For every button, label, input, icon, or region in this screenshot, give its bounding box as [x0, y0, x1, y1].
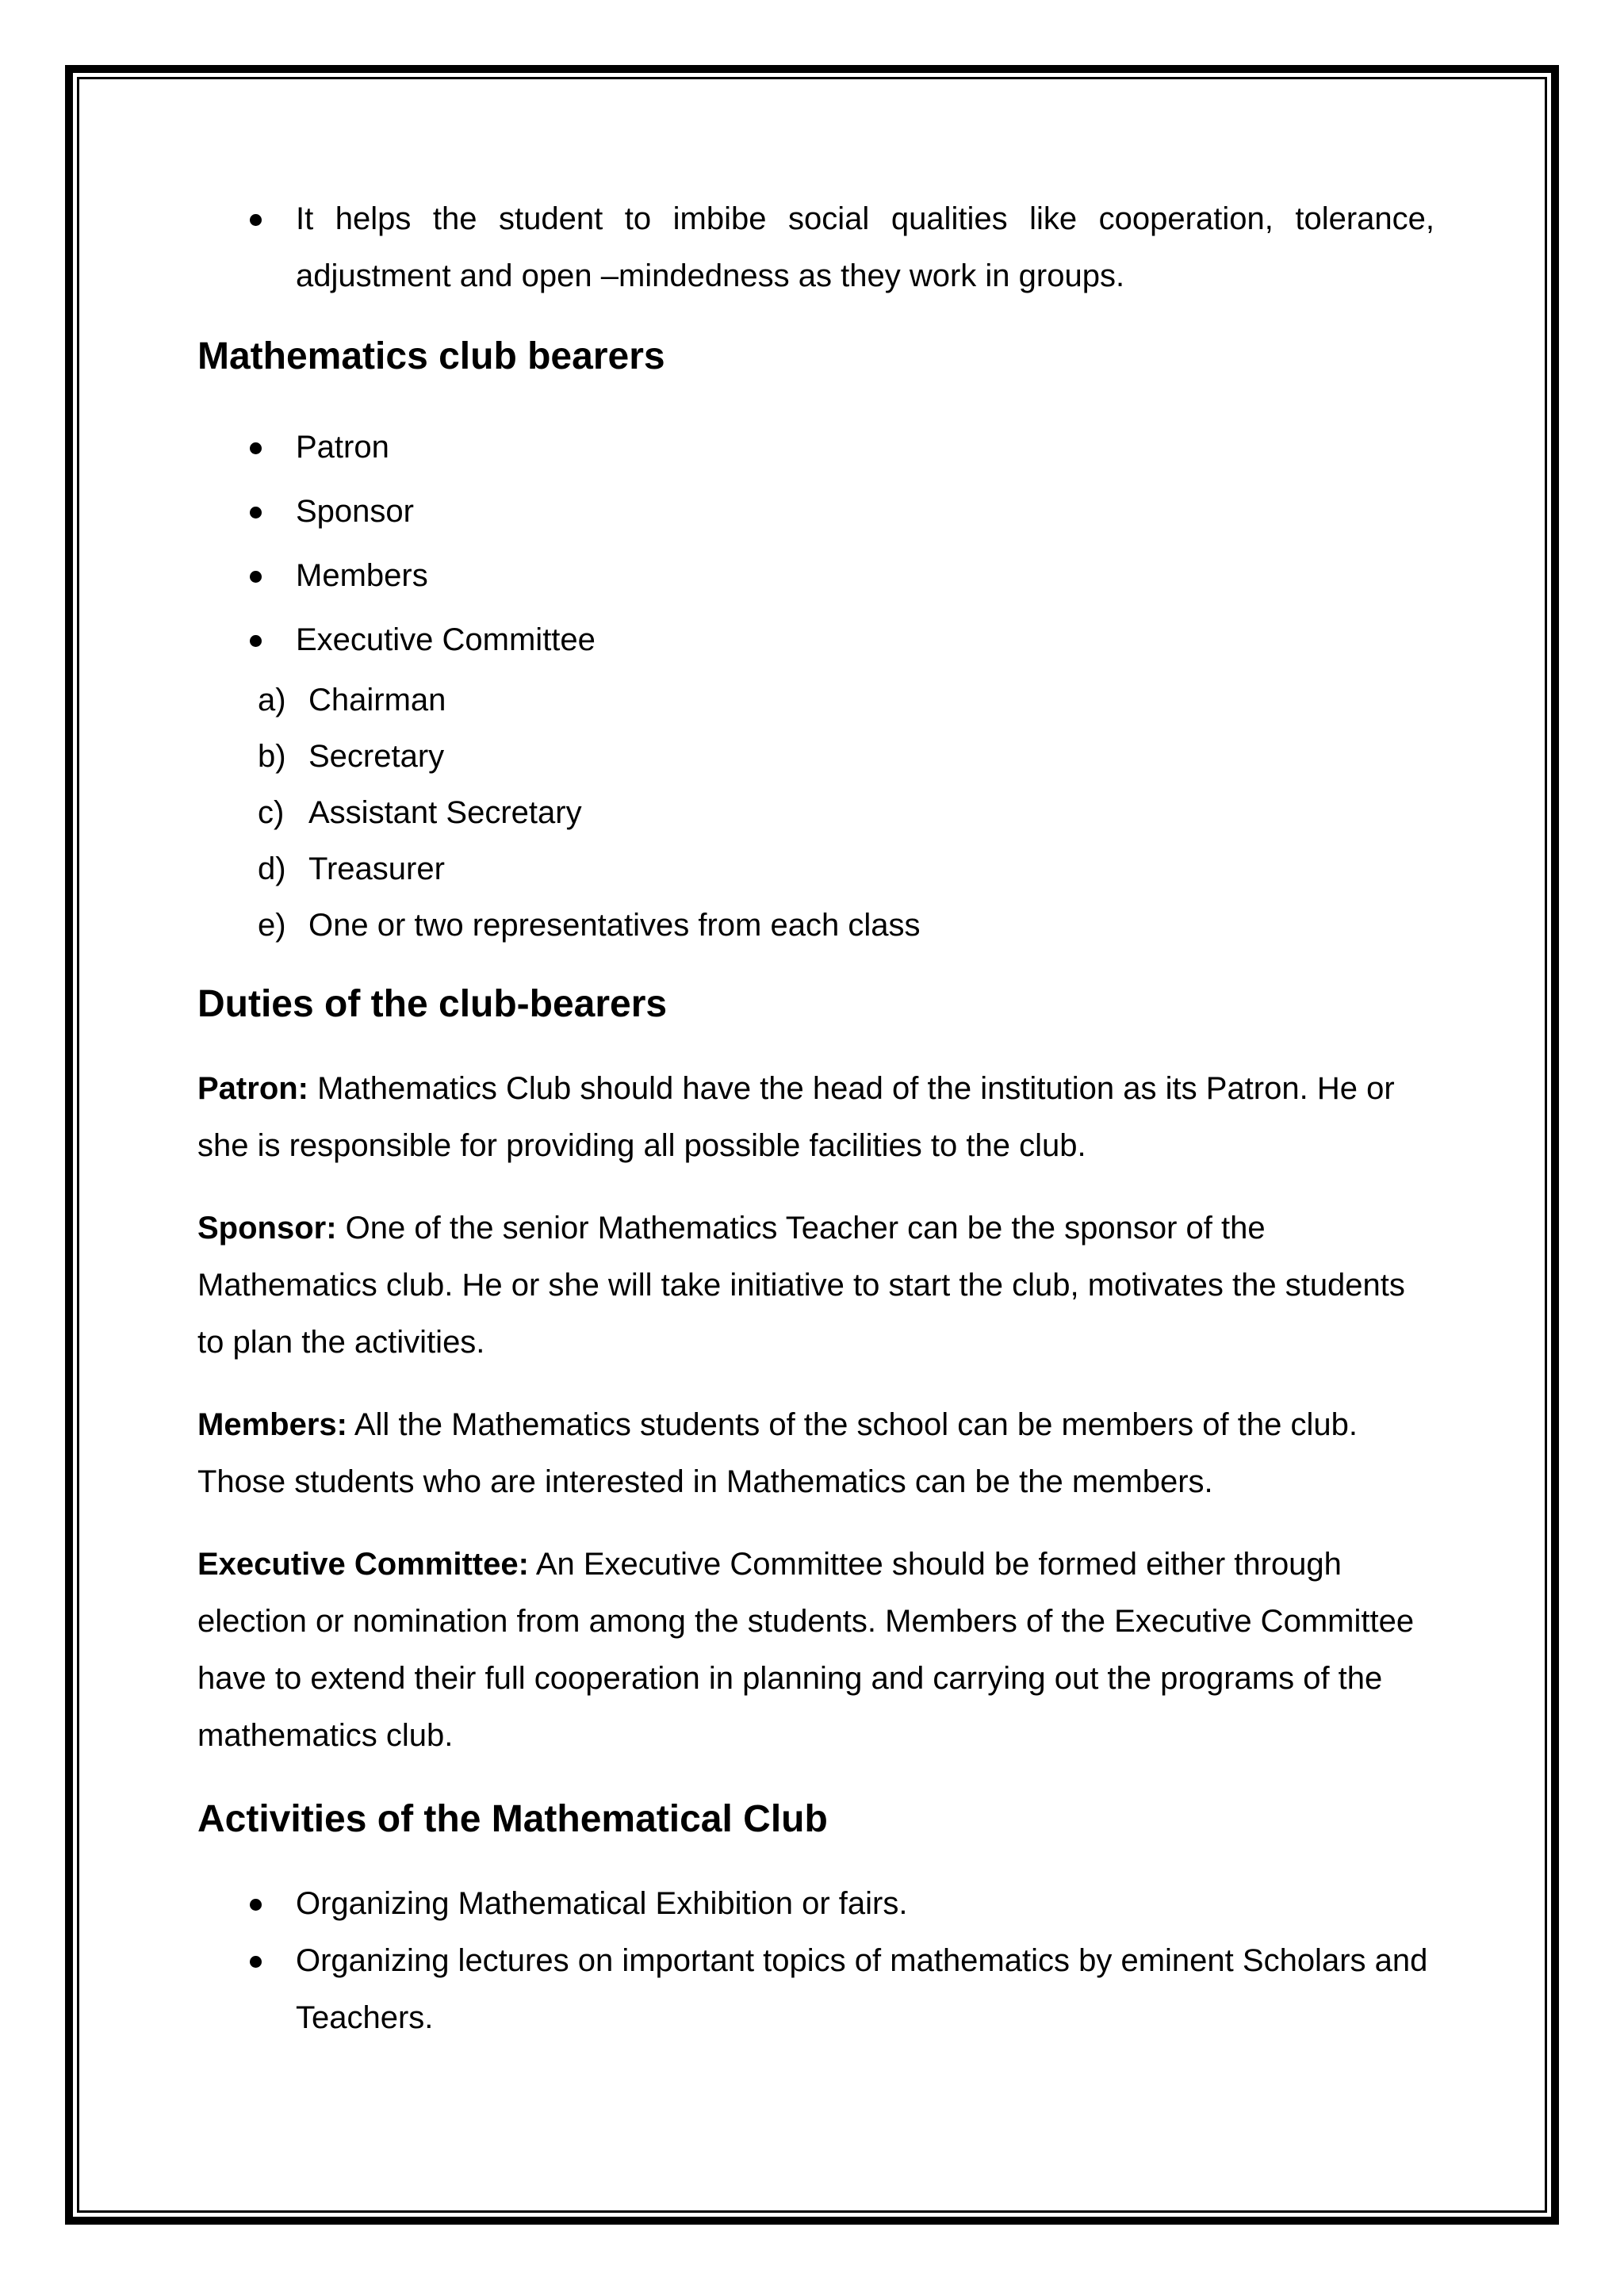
- activities-list: [197, 1875, 1434, 2046]
- section-heading-duties: Duties of the club-bearers: [197, 983, 668, 1025]
- duty-term: Members:: [197, 1407, 347, 1442]
- list-item: [258, 897, 1434, 954]
- bullet-icon: [250, 571, 262, 583]
- bearer-sponsor: Sponsor: [296, 494, 414, 529]
- page-content: [197, 190, 1434, 2046]
- list-item: [197, 480, 1434, 544]
- committee-assistant-secretary: Assistant Secretary: [308, 795, 582, 830]
- bullet-icon: [250, 1956, 262, 1968]
- bullet-icon: [250, 507, 262, 519]
- list-marker: c): [258, 795, 285, 830]
- list-item: [258, 729, 1434, 785]
- list-item: [258, 672, 1434, 729]
- list-item: [197, 544, 1434, 608]
- bullet-icon: [250, 442, 262, 454]
- list-item: [197, 1932, 1434, 2046]
- duty-members: [197, 1396, 1434, 1510]
- committee-secretary: Secretary: [308, 739, 445, 774]
- intro-bullet-list: [197, 190, 1434, 304]
- duty-executive-committee: [197, 1536, 1434, 1764]
- duty-term: Patron:: [197, 1071, 308, 1106]
- duty-text: All the Mathematics students of the school can be members of the club. Those students who are interested in Mathematics can be the members.: [197, 1407, 1358, 1499]
- bearer-members: Members: [296, 558, 428, 593]
- intro-bullet-text: It helps the student to imbibe social qualities like cooperation, tolerance, adjustment and open –mindedness as they work in groups.: [296, 201, 1434, 293]
- duty-term: Sponsor:: [197, 1211, 337, 1246]
- list-item: [258, 841, 1434, 897]
- duty-text: Mathematics Club should have the head of the institution as its Patron. He or she is responsible for providing all possible facilities to the club.: [197, 1071, 1395, 1163]
- list-item: [197, 415, 1434, 480]
- bullet-icon: [250, 635, 262, 647]
- duty-text: An Executive Committee should be formed either through election or nomination from among the students. Members of the Executive Committee have to extend their full cooperation in planning and carrying out the programs of the mathematics club.: [197, 1547, 1415, 1753]
- list-item: [197, 190, 1434, 304]
- committee-chairman: Chairman: [308, 683, 446, 718]
- bullet-icon: [250, 1899, 262, 1911]
- duty-patron: [197, 1060, 1434, 1174]
- bearer-patron: Patron: [296, 430, 389, 465]
- list-marker: d): [258, 851, 286, 886]
- bearers-list: [197, 415, 1434, 672]
- bullet-icon: [250, 214, 262, 226]
- committee-representatives: One or two representatives from each class: [308, 908, 921, 943]
- activity-text: Organizing lectures on important topics of mathematics by eminent Scholars and Teachers.: [296, 1943, 1428, 2035]
- committee-treasurer: Treasurer: [308, 851, 445, 886]
- duty-text: One of the senior Mathematics Teacher can be the sponsor of the Mathematics club. He or she will take initiative to start the club, motivates the students to plan the activities.: [197, 1211, 1405, 1360]
- section-heading-bearers: Mathematics club bearers: [197, 335, 665, 377]
- bearer-executive-committee: Executive Committee: [296, 622, 596, 657]
- list-marker: b): [258, 739, 286, 774]
- list-item: [197, 1875, 1434, 1932]
- list-marker: a): [258, 683, 286, 718]
- committee-list: [258, 672, 1434, 954]
- duty-sponsor: [197, 1200, 1434, 1371]
- list-marker: e): [258, 908, 286, 943]
- list-item: [197, 608, 1434, 672]
- duty-term: Executive Committee:: [197, 1547, 529, 1582]
- section-heading-activities: Activities of the Mathematical Club: [197, 1798, 828, 1840]
- activity-text: Organizing Mathematical Exhibition or fairs.: [296, 1886, 908, 1921]
- list-item: [258, 785, 1434, 841]
